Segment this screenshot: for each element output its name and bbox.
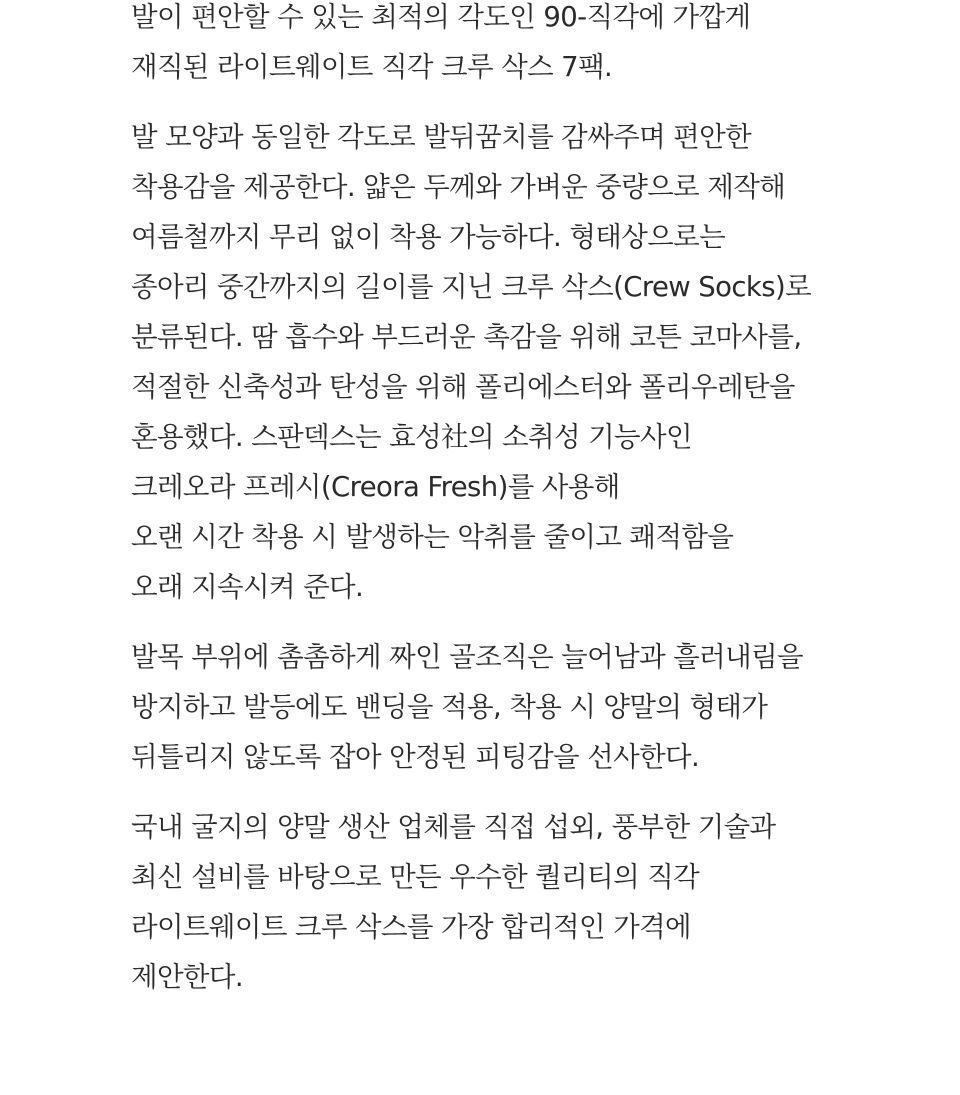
text-line: 제안한다. <box>131 961 244 993</box>
text-line: 종아리 중간까지의 길이를 지닌 크루 삭스(Crew Socks)로 <box>131 271 812 303</box>
text-line: 분류된다. 땀 흡수와 부드러운 촉감을 위해 코튼 코마사를, <box>131 321 802 353</box>
text-line: 최신 설비를 바탕으로 만든 우수한 퀄리티의 직각 <box>131 861 700 893</box>
text-line: 라이트웨이트 크루 삭스를 가장 합리적인 가격에 <box>131 911 692 943</box>
text-line: 착용감을 제공한다. 얇은 두께와 가벼운 중량으로 제작해 <box>131 171 786 203</box>
paragraph-manufacturing <box>131 802 931 1002</box>
text-line: 크레오라 프레시(Creora Fresh)를 사용해 <box>131 471 620 503</box>
text-line: 오래 지속시켜 준다. <box>131 571 364 603</box>
text-line: 발목 부위에 촘촘하게 짜인 골조직은 늘어남과 흘러내림을 <box>131 641 804 673</box>
text-line: 발 모양과 동일한 각도로 발뒤꿈치를 감싸주며 편안한 <box>131 121 752 153</box>
paragraph-materials <box>131 112 931 612</box>
text-line: 혼용했다. 스판덱스는 효성社의 소취성 기능사인 <box>131 421 692 453</box>
text-line: 뒤틀리지 않도록 잡아 안정된 피팅감을 선사한다. <box>131 741 700 773</box>
text-line: 발이 편안할 수 있는 최적의 각도인 90-직각에 가깝게 <box>131 1 751 33</box>
text-line: 적절한 신축성과 탄성을 위해 폴리에스터와 폴리우레탄을 <box>131 371 795 403</box>
text-line: 오랜 시간 착용 시 발생하는 악취를 줄이고 쾌적함을 <box>131 521 734 553</box>
text-line: 재직된 라이트웨이트 직각 크루 삭스 7팩. <box>131 51 613 83</box>
product-description <box>131 0 931 1022</box>
text-line: 방지하고 발등에도 밴딩을 적용, 착용 시 양말의 형태가 <box>131 691 768 723</box>
text-line: 여름철까지 무리 없이 착용 가능하다. 형태상으로는 <box>131 221 726 253</box>
paragraph-intro <box>131 0 931 92</box>
paragraph-fit <box>131 632 931 782</box>
text-line: 국내 굴지의 양말 생산 업체를 직접 섭외, 풍부한 기술과 <box>131 811 776 843</box>
